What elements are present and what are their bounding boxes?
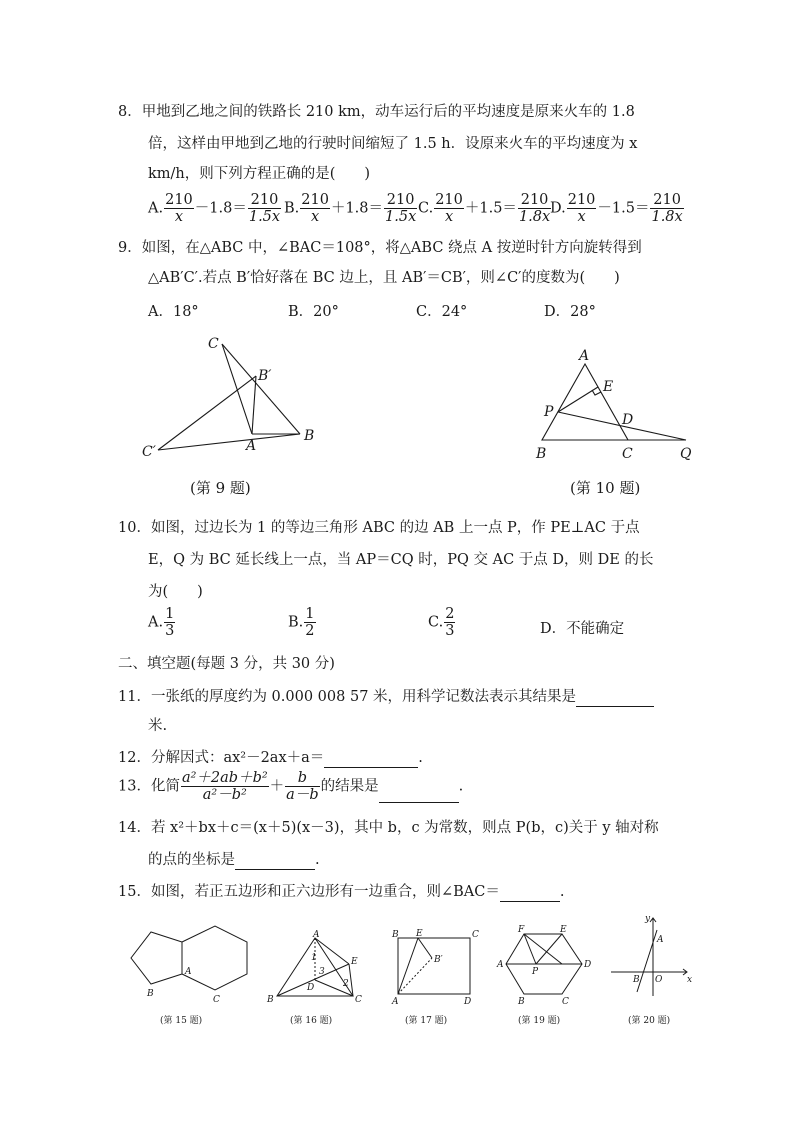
- fig9-edge-ca: [222, 344, 252, 434]
- fig9-edge-c1b1: [158, 376, 256, 450]
- q10-option-d: D．不能确定: [540, 621, 625, 637]
- fig17-edge-eb1: [418, 938, 432, 958]
- answer-blank[interactable]: [235, 853, 315, 870]
- fig10-label-q: Q: [680, 446, 692, 462]
- q9-line1: 9．如图，在△ABC 中，∠BAC＝108°，将△ABC 绕点 A 按逆时针方向旋转得到: [118, 240, 642, 256]
- fig9-edge-ab1: [252, 376, 256, 434]
- q9-option-d: D．28°: [544, 304, 596, 320]
- fig19-label-p: P: [532, 967, 539, 977]
- q13-line: 13．化简 $\frac{\text{a²＋2ab＋b²}}{\text{a²－b²}}$ ＋ $\frac{b}{a-b}$ 的结果是 .: [118, 770, 464, 803]
- fig17-label-d: D: [464, 997, 472, 1007]
- fig15-label-a: A: [185, 967, 192, 977]
- fig20-label-a: A: [657, 935, 664, 945]
- fig10-label-d: D: [622, 412, 634, 428]
- q10-line3: 为( ): [148, 584, 203, 600]
- fig20-line: [637, 930, 657, 992]
- q8-line3: km/h，则下列方程正确的是( ): [148, 166, 371, 182]
- fig10-triangle-abc: [542, 364, 628, 440]
- fig20-label-b: B: [633, 975, 640, 985]
- fig9-label-b: B: [304, 428, 315, 444]
- fig9-label-c: C: [208, 336, 219, 352]
- fig19-label-f: F: [518, 925, 525, 935]
- q9-option-c: C．24°: [416, 304, 468, 320]
- figure-17: [390, 928, 480, 1008]
- fig10-label-b: B: [536, 446, 547, 462]
- fig17-label-c: C: [472, 930, 479, 940]
- q8-line1: 8．甲地到乙地之间的铁路长 210 km，动车运行后的平均速度是原来火车的 1.8: [118, 104, 635, 120]
- fig15-caption: (第 15 题): [160, 1016, 203, 1026]
- q10-line1: 10．如图，过边长为 1 的等边三角形 ABC 的边 AB 上一点 P，作 PE⊥AC 于点: [118, 520, 640, 536]
- fig9-edge-c1b: [158, 434, 300, 450]
- q14-line1: 14．若 x²＋bx＋c＝(x＋5)(x－3)，其中 b，c 为常数，则点 P(b，c)关于 y 轴对称: [118, 820, 659, 836]
- q9-option-b: B．20°: [288, 304, 339, 320]
- fig15-pentagon: [131, 932, 182, 984]
- answer-blank[interactable]: [379, 786, 459, 803]
- fig16-edge-ae: [315, 938, 349, 964]
- fig15-label-b: B: [147, 989, 154, 999]
- figure-15: [125, 922, 265, 1002]
- fig17-dashed-ab1: [398, 958, 432, 994]
- fig19-label-a: A: [497, 960, 504, 970]
- q15-line: 15．如图，若正五边形和正六边形有一边重合，则∠BAC＝ .: [118, 884, 565, 900]
- q10-option-c: C. $\frac{2}{3}$: [428, 606, 455, 639]
- q14-line2: 的点的坐标是 .: [148, 852, 320, 868]
- fig9-edge-cb: [222, 344, 300, 434]
- figure-19: [496, 924, 596, 1010]
- fig17-label-b: B: [392, 930, 399, 940]
- fig15-label-c: C: [213, 995, 220, 1002]
- fig16-caption: (第 16 题): [290, 1016, 333, 1026]
- figure-9: [130, 330, 330, 465]
- fig16-label-3: 3: [319, 967, 325, 977]
- fig20-caption: (第 20 题): [628, 1016, 671, 1026]
- section-heading: 二、填空题(每题 3 分，共 30 分): [118, 656, 335, 672]
- option-label: B.: [284, 200, 300, 217]
- option-label: C.: [418, 200, 434, 217]
- q12-line: 12．分解因式：ax²－2ax＋a＝ .: [118, 750, 423, 766]
- fig19-caption: (第 19 题): [518, 1016, 561, 1026]
- fig16-label-b: B: [267, 995, 274, 1005]
- q11-line1: 11．一张纸的厚度约为 0.000 008 57 米，用科学记数法表示其结果是: [118, 687, 654, 707]
- q10-option-b: B. $\frac{1}{2}$: [288, 606, 315, 639]
- fig16-label-2: 2: [343, 979, 349, 989]
- fig9-label-b1: B′: [258, 368, 272, 384]
- fig17-label-e: E: [416, 929, 423, 939]
- fig9-label-a: A: [246, 438, 257, 454]
- figure-10: [528, 346, 698, 466]
- q10-option-a: A. $\frac{1}{3}$: [148, 606, 175, 639]
- fig17-rectangle: [398, 938, 470, 994]
- fig15-hexagon: [182, 926, 247, 990]
- answer-blank[interactable]: [500, 885, 560, 902]
- fig19-line-ep: [536, 934, 562, 964]
- fig20-label-y: y: [645, 914, 651, 924]
- fig19-label-e: E: [560, 925, 567, 935]
- q9-option-a: A．18°: [148, 304, 199, 320]
- q8-option-d: D. $\frac{210}{x}$ －1.5＝ $\frac{210}{1.8x}$: [550, 192, 683, 225]
- q9-line2: △AB′C′.若点 B′恰好落在 BC 边上，且 AB′＝CB′，则∠C′的度数为( ): [148, 270, 620, 286]
- option-label: A.: [148, 200, 164, 217]
- fig16-label-a: A: [313, 930, 320, 940]
- fig16-label-e: E: [351, 957, 358, 967]
- fig10-caption: (第 10 题): [570, 479, 641, 497]
- fig16-label-c: C: [355, 995, 362, 1005]
- fig17-fold-ae: [398, 938, 418, 994]
- q8-option-a: A. $\frac{210}{x}$ －1.8＝ $\frac{210}{1.5x}$: [148, 192, 281, 225]
- fig19-label-d: D: [584, 960, 592, 970]
- fig16-label-1: 1: [311, 953, 317, 963]
- fig10-label-a: A: [579, 348, 590, 364]
- q11-line2: 米.: [148, 718, 168, 734]
- fig10-label-e: E: [603, 379, 614, 395]
- fig17-label-b1: B′: [434, 955, 443, 965]
- fig17-label-a: A: [392, 997, 399, 1007]
- fig20-label-o: O: [655, 975, 663, 985]
- option-label: D.: [550, 200, 566, 217]
- answer-blank[interactable]: [324, 751, 418, 768]
- q8-option-c: C. $\frac{210}{x}$ ＋1.5＝ $\frac{210}{1.8x}$: [418, 192, 551, 225]
- answer-blank[interactable]: [576, 690, 654, 707]
- figure-16: [265, 928, 375, 1008]
- fig19-label-b: B: [518, 997, 525, 1007]
- q8-line2: 倍，这样由甲地到乙地的行驶时间缩短了 1.5 h．设原来火车的平均速度为 x: [148, 136, 638, 152]
- fig9-caption: (第 9 题): [190, 479, 251, 497]
- fig20-label-x: x: [687, 975, 693, 985]
- q8-option-b: B. $\frac{210}{x}$ ＋1.8＝ $\frac{210}{1.5x}$: [284, 192, 417, 225]
- figure-20: [605, 912, 695, 1002]
- fig16-label-d: D: [307, 983, 315, 993]
- fig19-label-c: C: [562, 997, 569, 1007]
- q10-line2: E，Q 为 BC 延长线上一点，当 AP＝CQ 时，PQ 交 AC 于点 D，则 DE 的长: [148, 552, 654, 568]
- fig17-caption: (第 17 题): [405, 1016, 448, 1026]
- fig10-label-c: C: [622, 446, 633, 462]
- fig10-label-p: P: [544, 404, 554, 420]
- fig9-label-c1: C′: [142, 444, 156, 460]
